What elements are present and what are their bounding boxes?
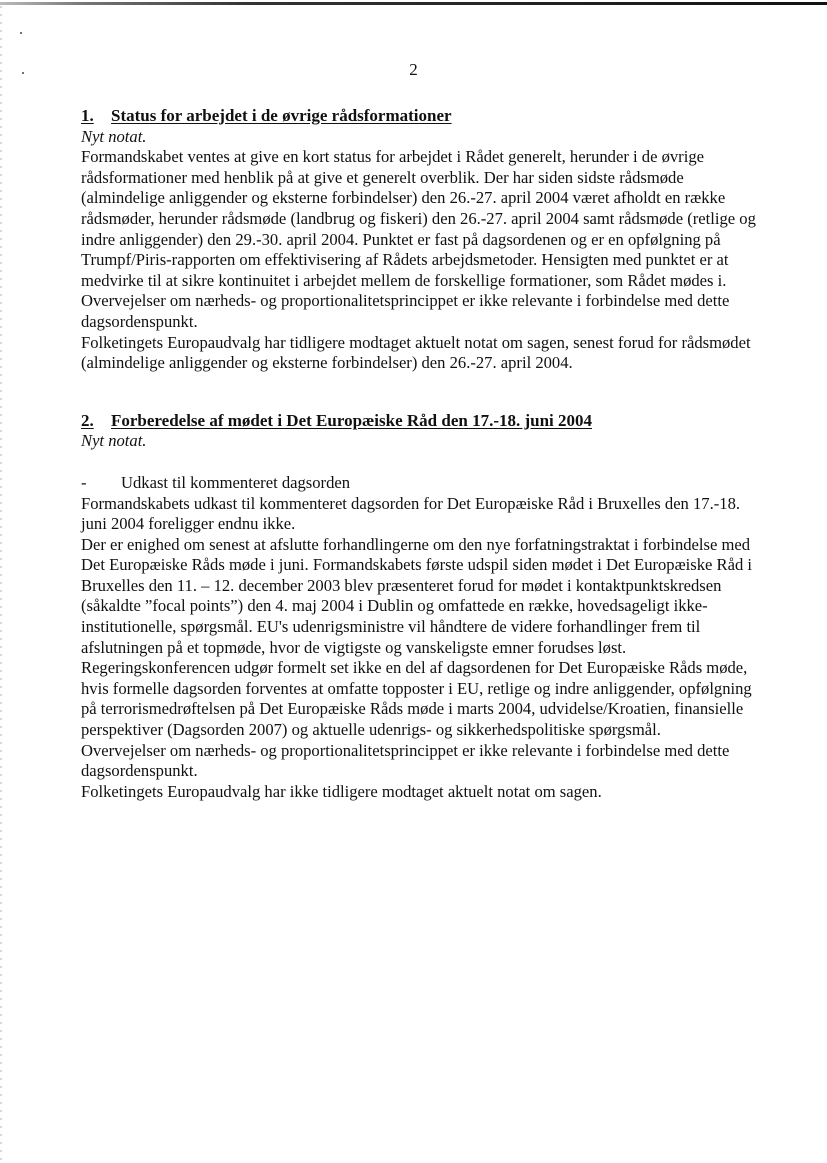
section-1-paragraph: Folketingets Europaudvalg har tidligere modtaget aktuelt notat om sagen, senest forud for rådsmødet (almindelige anliggender og eksterne forbindelser) den 26.-27. april 2004. (81, 332, 751, 373)
scan-speck (20, 32, 22, 34)
section-2-paragraph: Overvejelser om nærheds- og proportionalitetsprincippet er ikke relevante i forbindelse med dette dagsordenspunkt. (81, 740, 730, 781)
section-2-number: 2. (81, 410, 94, 430)
section-1-paragraph: Overvejelser om nærheds- og proportionalitetsprincippet er ikke relevante i forbindelse med dette dagsordenspunkt. (81, 291, 730, 331)
scan-left-edge (0, 0, 2, 1163)
section-1-number: 1. (81, 106, 94, 125)
section-2-heading (81, 411, 761, 432)
document-body (81, 106, 761, 802)
section-1-paragraph: Formandskabet ventes at give en kort status for arbejdet i Rådet generelt, herunder i de øvrige rådsformationer med henblik på at give et generelt overblik. Der har siden sidste rådsmøde (almindelige anliggender og eksterne forbindelser) den 26.-27. april 2004 været afholdt en række rådsmøder, herunder rådsmøde (landbrug og fiskeri) den 26.-27. april 2004 samt rådsmøde (retlige og indre anliggender) den 29.-30. april 2004. Punktet er fast på dagsordenen og er en opfølgning på Trumpf/Piris-rapporten om effektivisering af Rådets arbejdsmetoder. Hensigten med punktet er at medvirke til at sikre kontinuitet i arbejdet mellem de forskellige formationer, som Rådet mødes i. (81, 147, 756, 290)
section-2-title: Forberedelse af mødet i Det Europæiske Råd den 17.-18. juni 2004 (111, 410, 593, 430)
section-2 (81, 411, 761, 803)
page-number: 2 (409, 60, 418, 79)
bullet-text: Udkast til kommenteret dagsorden (121, 472, 351, 492)
section-2-paragraph: Der er enighed om senest at afslutte forhandlingerne om den nye forfatningstraktat i forbindelse med Det Europæiske Råds møde i juni. Formandskabets første udspil siden mødet i Det Europæiske Råd i Bruxelles den 11. – 12. december 2003 blev præsenteret forud for mødet i kontaktpunktskredsen (såkaldte ”focal points”) den 4. maj 2004 i Dublin og omfattede en række, hovedsageligt ikke-institutionelle, spørgsmål. EU's udenrigsministre vil håndtere de videre forhandlinger frem til afslutningen på et topmøde, hvor de vigtigste og vanskeligste emner forudses løst. (81, 534, 753, 657)
bullet-item (81, 473, 761, 494)
section-1-heading (81, 106, 761, 127)
section-2-paragraph: Formandskabets udkast til kommenteret dagsorden for Det Europæiske Råd i Bruxelles den 17.-18. juni 2004 foreligger endnu ikke. (81, 493, 741, 534)
section-1-title: Status for arbejdet i de øvrige rådsformationer (111, 106, 452, 125)
section-2-paragraph: Folketingets Europaudvalg har ikke tidligere modtaget aktuelt notat om sagen. (81, 781, 602, 801)
section-2-note: Nyt notat. (81, 431, 147, 451)
scan-top-border (0, 2, 827, 5)
section-2-paragraph: Regeringskonferencen udgør formelt set ikke en del af dagsordenen for Det Europæiske Råds møde, hvis formelle dagsorden forventes at omfatte topposter i EU, retlige og indre anliggender, opfølgning på terrorismedrøftelsen på Det Europæiske Råds møde i marts 2004, udvidelse/Kroatien, finansielle perspektiver (Dagsorden 2007) og aktuelle udenrigs- og sikkerhedspolitiske spørgsmål. (81, 658, 752, 740)
bullet-marker: - (81, 472, 87, 492)
section-1 (81, 106, 761, 374)
section-1-note: Nyt notat. (81, 126, 147, 146)
